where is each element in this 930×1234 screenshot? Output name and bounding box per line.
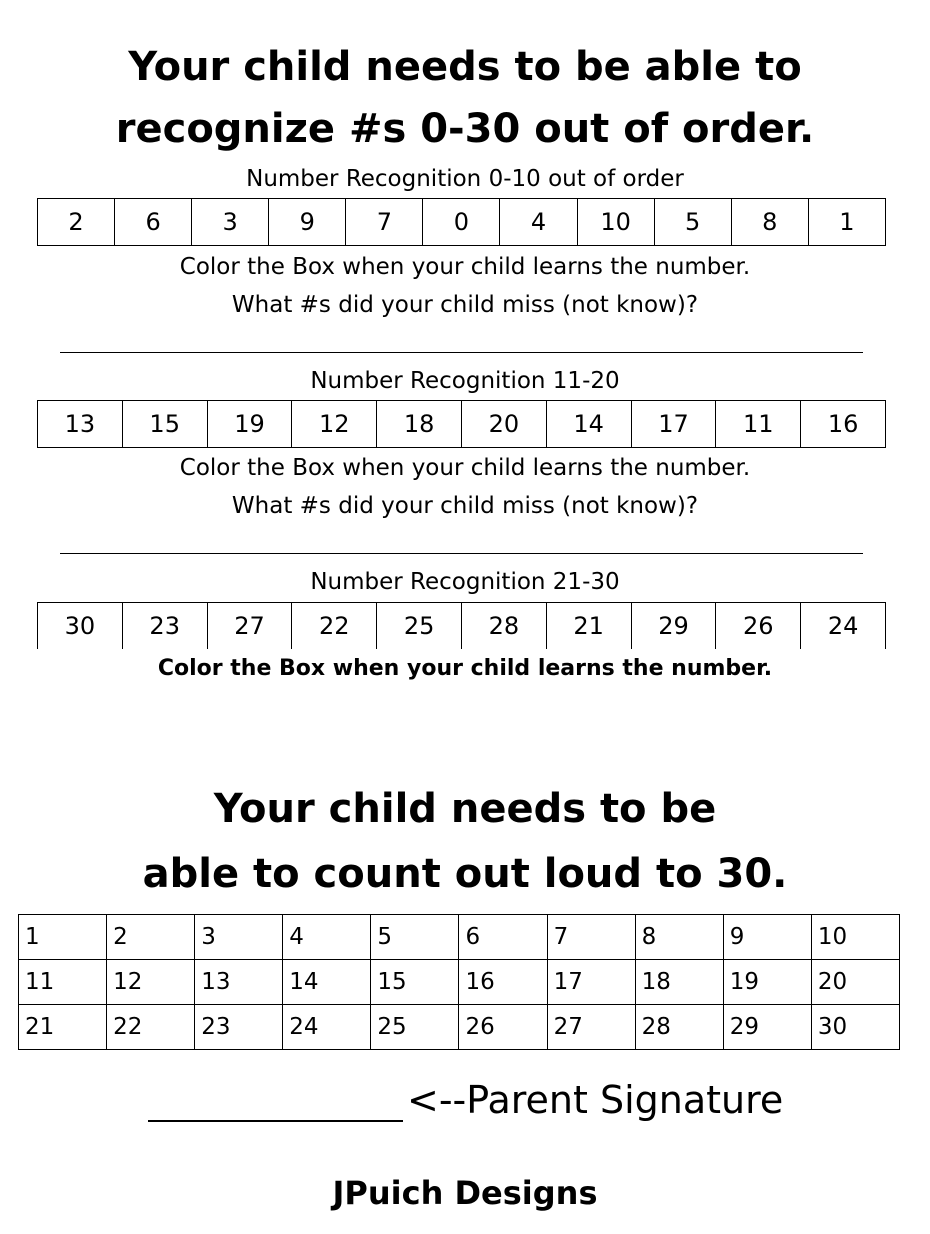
count-cell[interactable]: 25 [371,1005,459,1050]
count-grid-row [19,960,900,1005]
number-box[interactable]: 1 [808,199,885,246]
count-cell[interactable]: 9 [723,915,811,960]
table-11-20-instruction: Color the Box when your child learns the number. [179,455,751,481]
count-cell[interactable]: 13 [195,960,283,1005]
count-cell[interactable]: 24 [283,1005,371,1050]
count-cell[interactable]: 2 [107,915,195,960]
number-box[interactable]: 28 [461,603,546,650]
number-box[interactable]: 5 [654,199,731,246]
number-box[interactable]: 30 [38,603,123,650]
count-cell[interactable]: 12 [107,960,195,1005]
count-cell[interactable]: 17 [547,960,635,1005]
count-cell[interactable]: 14 [283,960,371,1005]
count-cell[interactable]: 8 [635,915,723,960]
footer-brand: JPuich Designs [332,1174,598,1212]
table-11-20-question: What #s did your child miss (not know)? [231,493,699,519]
table-0-10-instruction: Color the Box when your child learns the number. [179,254,751,280]
section1-title-line1: Your child needs to be able to [128,44,802,90]
count-cell[interactable]: 19 [723,960,811,1005]
number-box[interactable]: 19 [207,401,292,448]
count-cell[interactable]: 26 [459,1005,547,1050]
number-box[interactable]: 20 [461,401,546,448]
count-cell[interactable]: 16 [459,960,547,1005]
answer-line-0-10[interactable] [60,352,863,353]
count-to-30-grid [18,914,900,1050]
number-table-21-30 [37,602,886,649]
number-table-11-20 [37,400,886,448]
count-cell[interactable]: 30 [811,1005,899,1050]
count-cell[interactable]: 22 [107,1005,195,1050]
number-box[interactable]: 12 [292,401,377,448]
number-box[interactable]: 14 [546,401,631,448]
number-box[interactable]: 7 [346,199,423,246]
number-box[interactable]: 23 [122,603,207,650]
count-cell[interactable]: 7 [547,915,635,960]
count-cell[interactable]: 10 [811,915,899,960]
number-box[interactable]: 4 [500,199,577,246]
number-table-0-10 [37,198,886,246]
number-box[interactable]: 8 [731,199,808,246]
count-cell[interactable]: 6 [459,915,547,960]
table-11-20-label: Number Recognition 11-20 [310,368,620,394]
number-box[interactable]: 11 [716,401,801,448]
number-box[interactable]: 6 [115,199,192,246]
number-box[interactable]: 29 [631,603,716,650]
count-cell[interactable]: 29 [723,1005,811,1050]
section1-title-line2: recognize #s 0-30 out of order. [115,106,815,152]
number-box[interactable]: 21 [546,603,631,650]
count-cell[interactable]: 28 [635,1005,723,1050]
number-box[interactable]: 2 [38,199,115,246]
count-cell[interactable]: 18 [635,960,723,1005]
number-box[interactable]: 16 [801,401,886,448]
signature-label: <--Parent Signature [407,1078,784,1122]
answer-line-11-20[interactable] [60,553,863,554]
count-cell[interactable]: 4 [283,915,371,960]
table-21-30-label: Number Recognition 21-30 [310,569,620,595]
count-cell[interactable]: 5 [371,915,459,960]
number-box[interactable]: 24 [801,603,886,650]
number-box[interactable]: 26 [716,603,801,650]
count-cell[interactable]: 15 [371,960,459,1005]
number-box[interactable]: 18 [377,401,462,448]
number-box[interactable]: 13 [38,401,123,448]
count-cell[interactable]: 23 [195,1005,283,1050]
number-box[interactable]: 9 [269,199,346,246]
table-0-10-question: What #s did your child miss (not know)? [231,292,699,318]
count-cell[interactable]: 21 [19,1005,107,1050]
number-box[interactable]: 22 [292,603,377,650]
number-box[interactable]: 15 [122,401,207,448]
number-box[interactable]: 0 [423,199,500,246]
signature-line[interactable] [148,1084,403,1122]
table-21-30-instruction: Color the Box when your child learns the number. [157,656,773,681]
number-box[interactable]: 3 [192,199,269,246]
number-box[interactable]: 27 [207,603,292,650]
number-box[interactable]: 10 [577,199,654,246]
count-cell[interactable]: 20 [811,960,899,1005]
count-cell[interactable]: 3 [195,915,283,960]
section2-title-line2: able to count out loud to 30. [142,851,788,897]
parent-signature [148,1078,783,1122]
count-cell[interactable]: 27 [547,1005,635,1050]
table-0-10-label: Number Recognition 0-10 out of order [246,166,684,192]
count-cell[interactable]: 11 [19,960,107,1005]
count-grid-row [19,1005,900,1050]
count-grid-row [19,915,900,960]
number-box[interactable]: 17 [631,401,716,448]
section2-title-line1: Your child needs to be [213,786,717,832]
number-box[interactable]: 25 [377,603,462,650]
count-cell[interactable]: 1 [19,915,107,960]
